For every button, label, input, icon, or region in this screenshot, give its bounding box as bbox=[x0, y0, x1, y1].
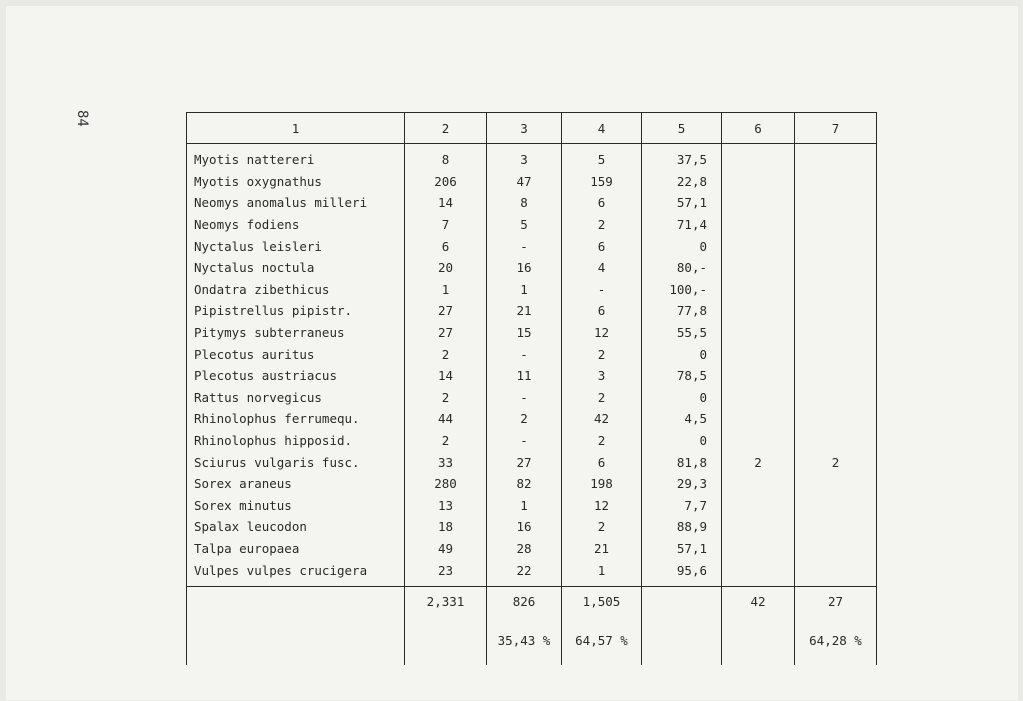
value-cell: - bbox=[487, 235, 562, 257]
value-cell bbox=[795, 322, 877, 344]
value-cell bbox=[795, 473, 877, 495]
value-cell bbox=[795, 408, 877, 430]
value-cell: 1 bbox=[405, 279, 487, 301]
species-table bbox=[186, 112, 877, 665]
value-cell: 49 bbox=[405, 538, 487, 560]
value-cell: 2 bbox=[405, 387, 487, 409]
value-cell: 42 bbox=[562, 408, 642, 430]
species-name-cell: Neomys anomalus milleri bbox=[187, 192, 405, 214]
table-row bbox=[187, 495, 877, 517]
value-cell: 3 bbox=[562, 365, 642, 387]
value-cell bbox=[722, 322, 795, 344]
percent-cell bbox=[405, 617, 487, 665]
value-cell: 77,8 bbox=[642, 300, 722, 322]
value-cell: 23 bbox=[405, 559, 487, 586]
value-cell bbox=[722, 473, 795, 495]
value-cell: 2 bbox=[405, 430, 487, 452]
value-cell: 2 bbox=[562, 430, 642, 452]
species-name-cell: Myotis oxygnathus bbox=[187, 171, 405, 193]
value-cell: 159 bbox=[562, 171, 642, 193]
table-row bbox=[187, 387, 877, 409]
value-cell: 55,5 bbox=[642, 322, 722, 344]
value-cell: 280 bbox=[405, 473, 487, 495]
value-cell: - bbox=[562, 279, 642, 301]
value-cell: 22,8 bbox=[642, 171, 722, 193]
column-header: 1 bbox=[187, 113, 405, 144]
totals-cell: 2,331 bbox=[405, 586, 487, 617]
value-cell: 80,- bbox=[642, 257, 722, 279]
table-row bbox=[187, 144, 877, 171]
value-cell bbox=[795, 516, 877, 538]
value-cell bbox=[722, 171, 795, 193]
column-header: 4 bbox=[562, 113, 642, 144]
species-name-cell: Talpa europaea bbox=[187, 538, 405, 560]
value-cell bbox=[795, 279, 877, 301]
percent-cell: 64,57 % bbox=[562, 617, 642, 665]
value-cell: 57,1 bbox=[642, 538, 722, 560]
value-cell: - bbox=[487, 430, 562, 452]
species-name-cell: Ondatra zibethicus bbox=[187, 279, 405, 301]
table-row bbox=[187, 235, 877, 257]
table-row bbox=[187, 257, 877, 279]
value-cell: 22 bbox=[487, 559, 562, 586]
species-name-cell: Nyctalus noctula bbox=[187, 257, 405, 279]
species-name-cell: Vulpes vulpes crucigera bbox=[187, 559, 405, 586]
value-cell bbox=[722, 559, 795, 586]
value-cell: 5 bbox=[487, 214, 562, 236]
value-cell bbox=[795, 430, 877, 452]
totals-row bbox=[187, 586, 877, 617]
percent-cell bbox=[187, 617, 405, 665]
value-cell bbox=[795, 192, 877, 214]
value-cell: 2 bbox=[562, 343, 642, 365]
value-cell bbox=[795, 538, 877, 560]
value-cell bbox=[795, 495, 877, 517]
column-header: 7 bbox=[795, 113, 877, 144]
document-page bbox=[6, 6, 1018, 700]
species-name-cell: Pipistrellus pipistr. bbox=[187, 300, 405, 322]
value-cell bbox=[722, 279, 795, 301]
table-row bbox=[187, 365, 877, 387]
totals-cell: 826 bbox=[487, 586, 562, 617]
table-body bbox=[187, 144, 877, 587]
table-row bbox=[187, 408, 877, 430]
value-cell bbox=[795, 559, 877, 586]
value-cell: 1 bbox=[562, 559, 642, 586]
value-cell: 29,3 bbox=[642, 473, 722, 495]
species-name-cell: Sciurus vulgaris fusc. bbox=[187, 451, 405, 473]
value-cell: 198 bbox=[562, 473, 642, 495]
value-cell: 1 bbox=[487, 279, 562, 301]
species-name-cell: Sorex minutus bbox=[187, 495, 405, 517]
value-cell: 6 bbox=[405, 235, 487, 257]
value-cell: 12 bbox=[562, 322, 642, 344]
page-number: 84 bbox=[74, 110, 90, 127]
value-cell: 15 bbox=[487, 322, 562, 344]
value-cell: 0 bbox=[642, 430, 722, 452]
value-cell: 13 bbox=[405, 495, 487, 517]
value-cell bbox=[795, 144, 877, 171]
value-cell: 100,- bbox=[642, 279, 722, 301]
value-cell: 82 bbox=[487, 473, 562, 495]
value-cell: 27 bbox=[405, 322, 487, 344]
value-cell: 7 bbox=[405, 214, 487, 236]
species-name-cell: Pitymys subterraneus bbox=[187, 322, 405, 344]
value-cell: 95,6 bbox=[642, 559, 722, 586]
value-cell: 21 bbox=[562, 538, 642, 560]
table-row bbox=[187, 473, 877, 495]
value-cell: 47 bbox=[487, 171, 562, 193]
value-cell bbox=[795, 214, 877, 236]
percent-row bbox=[187, 617, 877, 665]
value-cell: 0 bbox=[642, 343, 722, 365]
value-cell: 18 bbox=[405, 516, 487, 538]
value-cell: 3 bbox=[487, 144, 562, 171]
value-cell bbox=[795, 171, 877, 193]
value-cell bbox=[722, 300, 795, 322]
table-row bbox=[187, 214, 877, 236]
value-cell bbox=[722, 144, 795, 171]
species-name-cell: Rhinolophus hipposid. bbox=[187, 430, 405, 452]
value-cell: - bbox=[487, 343, 562, 365]
totals-cell: 27 bbox=[795, 586, 877, 617]
value-cell: 6 bbox=[562, 235, 642, 257]
totals-cell: 42 bbox=[722, 586, 795, 617]
value-cell bbox=[722, 495, 795, 517]
table-row bbox=[187, 300, 877, 322]
value-cell bbox=[722, 430, 795, 452]
value-cell: 81,8 bbox=[642, 451, 722, 473]
value-cell: 28 bbox=[487, 538, 562, 560]
percent-cell: 64,28 % bbox=[795, 617, 877, 665]
value-cell: 6 bbox=[562, 192, 642, 214]
value-cell: 0 bbox=[642, 235, 722, 257]
table-row bbox=[187, 192, 877, 214]
table-row bbox=[187, 343, 877, 365]
species-name-cell: Neomys fodiens bbox=[187, 214, 405, 236]
value-cell: 78,5 bbox=[642, 365, 722, 387]
table-row bbox=[187, 559, 877, 586]
value-cell bbox=[722, 192, 795, 214]
value-cell: 2 bbox=[722, 451, 795, 473]
species-name-cell: Rhinolophus ferrumequ. bbox=[187, 408, 405, 430]
value-cell: 7,7 bbox=[642, 495, 722, 517]
table-row bbox=[187, 279, 877, 301]
value-cell bbox=[795, 300, 877, 322]
species-name-cell: Rattus norvegicus bbox=[187, 387, 405, 409]
table-row bbox=[187, 451, 877, 473]
value-cell: 37,5 bbox=[642, 144, 722, 171]
value-cell: 2 bbox=[405, 343, 487, 365]
table-row bbox=[187, 171, 877, 193]
totals-cell: 1,505 bbox=[562, 586, 642, 617]
value-cell bbox=[722, 387, 795, 409]
value-cell: 5 bbox=[562, 144, 642, 171]
value-cell: 2 bbox=[562, 214, 642, 236]
value-cell: - bbox=[487, 387, 562, 409]
value-cell bbox=[722, 235, 795, 257]
percent-cell bbox=[722, 617, 795, 665]
value-cell: 0 bbox=[642, 387, 722, 409]
percent-cell: 35,43 % bbox=[487, 617, 562, 665]
value-cell: 14 bbox=[405, 192, 487, 214]
species-name-cell: Myotis nattereri bbox=[187, 144, 405, 171]
value-cell: 1 bbox=[487, 495, 562, 517]
percent-cell bbox=[642, 617, 722, 665]
value-cell: 4 bbox=[562, 257, 642, 279]
table-row bbox=[187, 322, 877, 344]
value-cell: 12 bbox=[562, 495, 642, 517]
value-cell: 71,4 bbox=[642, 214, 722, 236]
value-cell bbox=[795, 257, 877, 279]
value-cell: 16 bbox=[487, 516, 562, 538]
table-row bbox=[187, 516, 877, 538]
column-header: 3 bbox=[487, 113, 562, 144]
value-cell: 16 bbox=[487, 257, 562, 279]
value-cell bbox=[722, 516, 795, 538]
value-cell: 11 bbox=[487, 365, 562, 387]
species-name-cell: Plecotus auritus bbox=[187, 343, 405, 365]
column-header: 5 bbox=[642, 113, 722, 144]
value-cell bbox=[795, 343, 877, 365]
value-cell: 2 bbox=[487, 408, 562, 430]
value-cell: 88,9 bbox=[642, 516, 722, 538]
totals-cell bbox=[187, 586, 405, 617]
value-cell: 27 bbox=[487, 451, 562, 473]
species-name-cell: Sorex araneus bbox=[187, 473, 405, 495]
value-cell: 6 bbox=[562, 451, 642, 473]
value-cell bbox=[722, 214, 795, 236]
value-cell bbox=[722, 538, 795, 560]
table-row bbox=[187, 430, 877, 452]
value-cell: 8 bbox=[487, 192, 562, 214]
species-name-cell: Nyctalus leisleri bbox=[187, 235, 405, 257]
column-header: 6 bbox=[722, 113, 795, 144]
totals-cell bbox=[642, 586, 722, 617]
value-cell: 44 bbox=[405, 408, 487, 430]
value-cell: 33 bbox=[405, 451, 487, 473]
value-cell bbox=[795, 365, 877, 387]
value-cell: 27 bbox=[405, 300, 487, 322]
value-cell: 206 bbox=[405, 171, 487, 193]
value-cell: 2 bbox=[562, 516, 642, 538]
column-header: 2 bbox=[405, 113, 487, 144]
value-cell: 2 bbox=[795, 451, 877, 473]
value-cell bbox=[795, 235, 877, 257]
value-cell: 20 bbox=[405, 257, 487, 279]
value-cell: 6 bbox=[562, 300, 642, 322]
value-cell: 21 bbox=[487, 300, 562, 322]
value-cell bbox=[722, 365, 795, 387]
value-cell: 14 bbox=[405, 365, 487, 387]
species-name-cell: Plecotus austriacus bbox=[187, 365, 405, 387]
value-cell: 57,1 bbox=[642, 192, 722, 214]
table-row bbox=[187, 538, 877, 560]
header-row bbox=[187, 113, 877, 144]
value-cell: 4,5 bbox=[642, 408, 722, 430]
value-cell bbox=[722, 343, 795, 365]
value-cell bbox=[795, 387, 877, 409]
value-cell bbox=[722, 408, 795, 430]
value-cell bbox=[722, 257, 795, 279]
species-name-cell: Spalax leucodon bbox=[187, 516, 405, 538]
value-cell: 2 bbox=[562, 387, 642, 409]
value-cell: 8 bbox=[405, 144, 487, 171]
